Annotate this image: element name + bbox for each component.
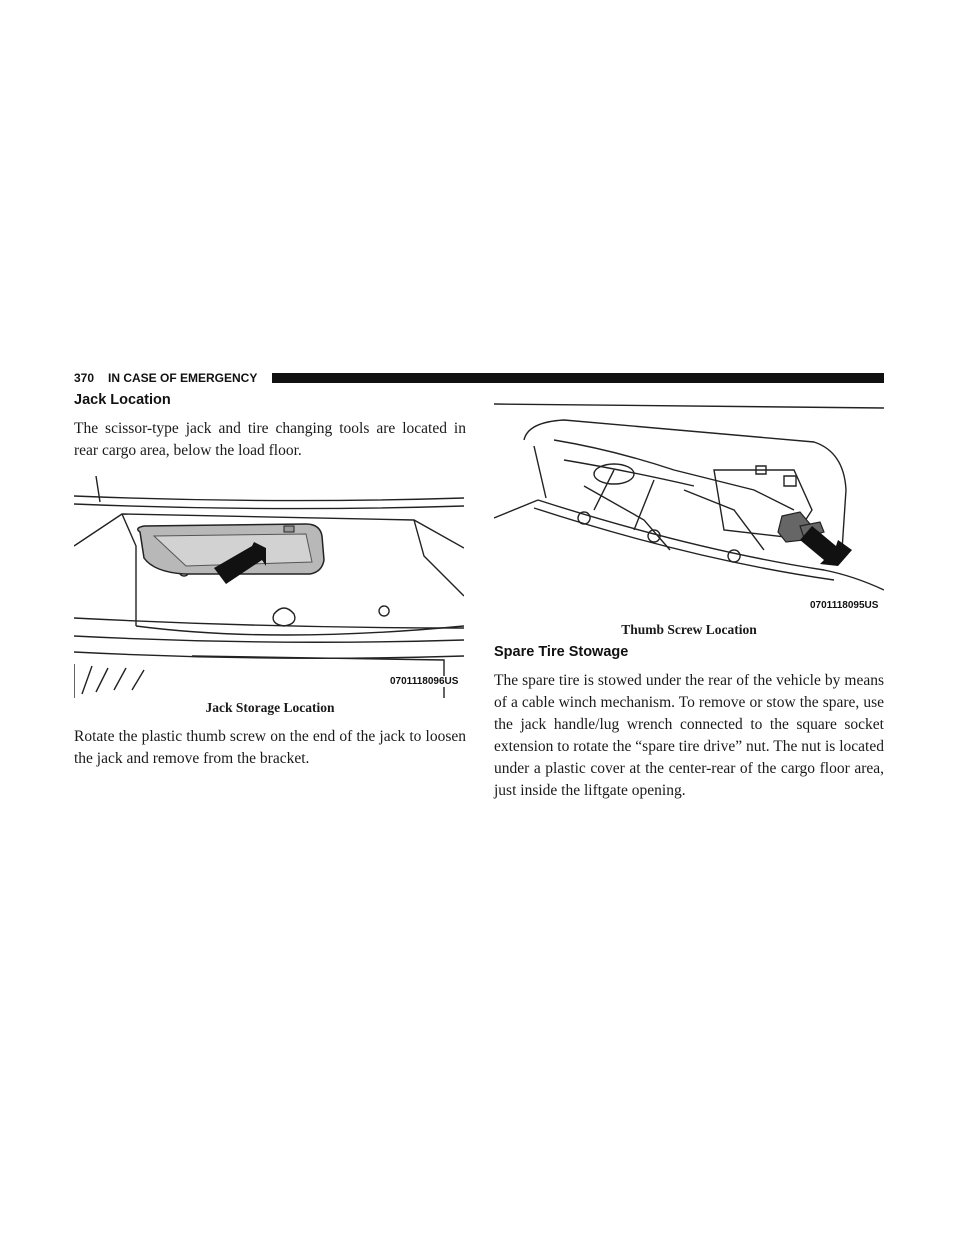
left-column [74,392,466,770]
page-number: 370 [74,371,95,385]
spare-tire-body: The spare tire is stowed under the rear of the vehicle by means of a cable winch mechanism. To remove or stow the spare, use the jack handle/lug wrench connected to the square socket extension to rotate the “spare tire drive” nut. The nut is located under a plastic cover at the center-rear of the cargo floor area, just inside the liftgate opening. [494,672,884,799]
thumb-screw-illustration [494,400,884,616]
section-title: IN CASE OF EMERGENCY [108,371,258,385]
thumb-screw-figure-code: 0701118095US [810,600,879,611]
header-rule [272,373,884,383]
spare-tire-heading: Spare Tire Stowage [494,644,629,660]
jack-location-body: Rotate the plastic thumb screw on the end of the jack to loosen the jack and remove from the bracket. [74,728,466,767]
right-column [494,400,884,802]
thumb-screw-figure [494,400,884,616]
jack-storage-illustration [74,476,464,698]
jack-storage-caption: Jack Storage Location [205,700,335,715]
jack-location-intro: The scissor-type jack and tire changing tools are located in rear cargo area, below the load floor. [74,420,466,459]
thumb-screw-caption: Thumb Screw Location [621,622,757,637]
jack-storage-figure-code: 0701118096US [390,676,459,687]
jack-storage-figure [74,476,464,698]
jack-location-heading: Jack Location [74,392,171,408]
page-header [74,370,884,386]
